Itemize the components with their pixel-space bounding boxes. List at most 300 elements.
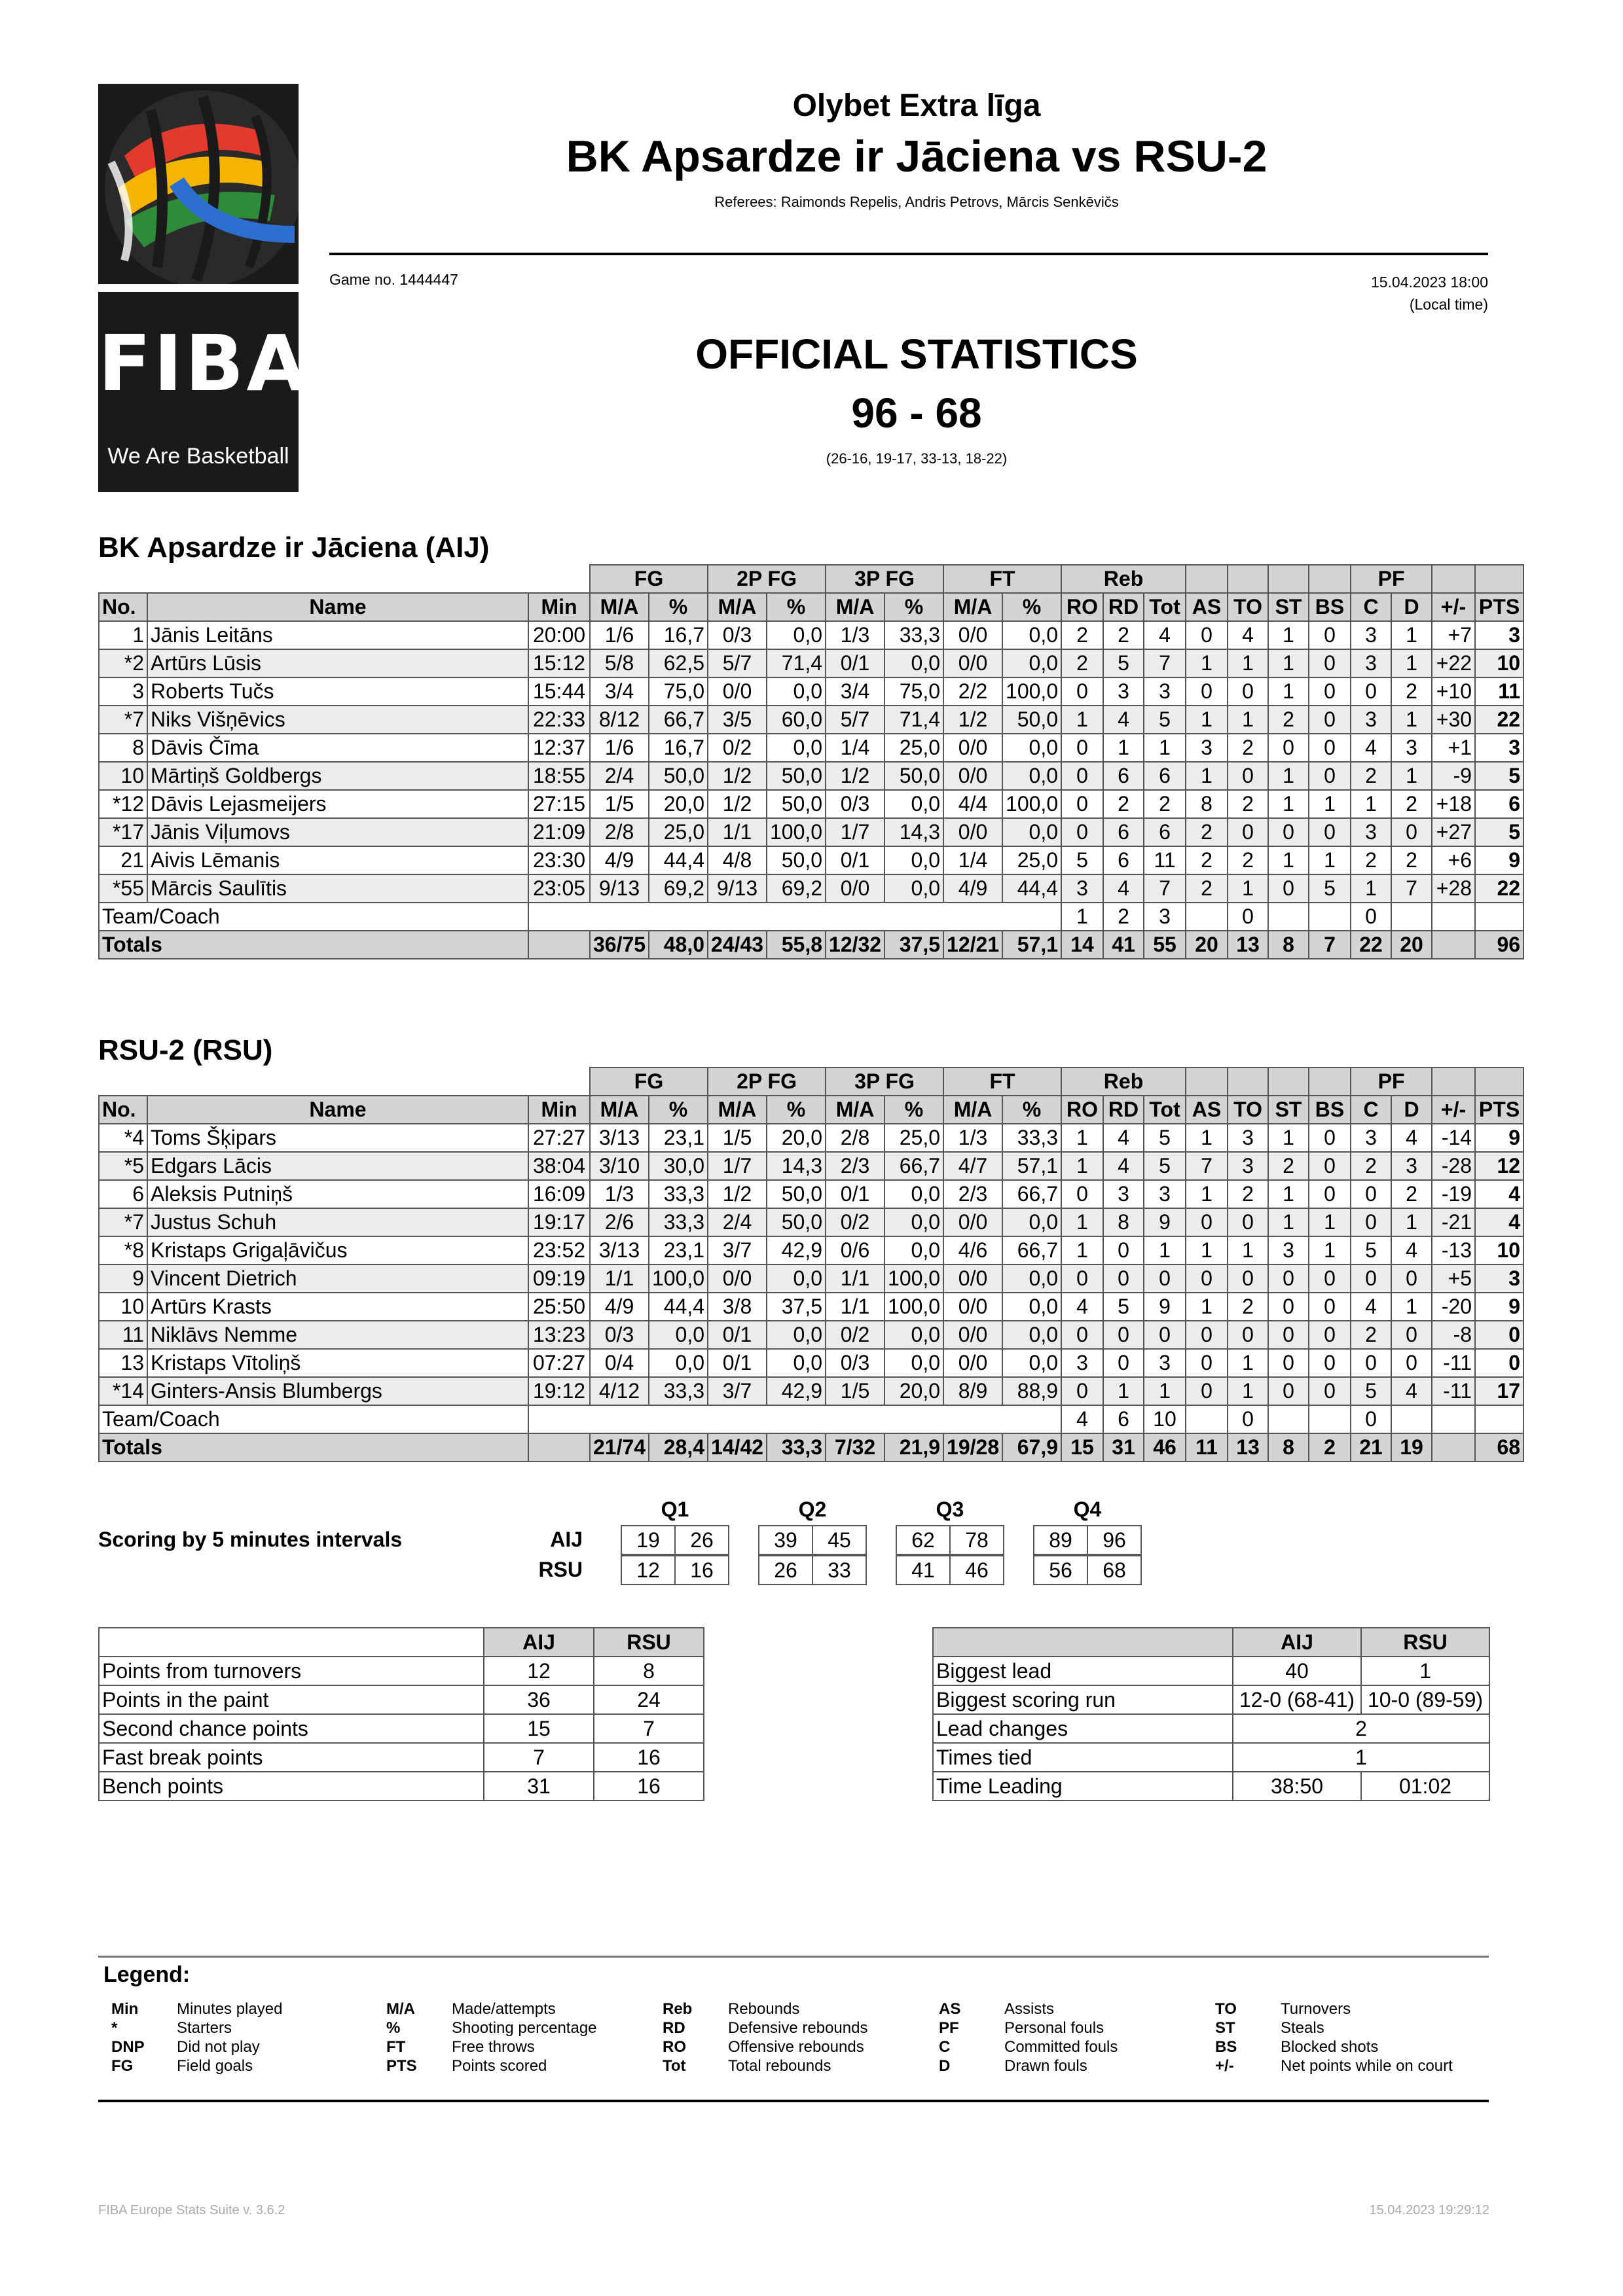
- legend-abbreviation: +/-: [1215, 2057, 1234, 2075]
- col-name: Niks Višņēvics: [147, 706, 528, 734]
- col-2p-ma: 14/42: [708, 1433, 767, 1462]
- stat-label: Biggest scoring run: [933, 1685, 1233, 1714]
- col-no: *12: [99, 790, 147, 818]
- col-2p-ma: 2/4: [708, 1208, 767, 1236]
- col-3p-pct: 75,0: [884, 677, 943, 706]
- header-cell: AIJ: [484, 1628, 594, 1657]
- col-ro: 4: [1061, 1405, 1103, 1433]
- col-name: Artūrs Krasts: [147, 1293, 528, 1321]
- col-ft-pct: 0,0: [1002, 734, 1061, 762]
- col-d: [1391, 903, 1432, 931]
- col-name: Mārtiņš Goldbergs: [147, 762, 528, 790]
- stat-value: 12: [484, 1657, 594, 1685]
- col-plusminus: +5: [1432, 1265, 1475, 1293]
- col-bs: 0: [1309, 1152, 1351, 1180]
- col-rd: 6: [1103, 818, 1144, 846]
- col-rd: 5: [1103, 1293, 1144, 1321]
- col-as: 1: [1186, 1124, 1228, 1152]
- blank-header: [1309, 565, 1351, 593]
- table-row: [99, 1685, 704, 1714]
- col-fg-pct: 48,0: [649, 931, 708, 959]
- col-as: 1: [1186, 706, 1228, 734]
- col-name: Team/Coach: [99, 1405, 528, 1433]
- col-plusminus: -11: [1432, 1349, 1475, 1377]
- col-as: 0: [1186, 621, 1228, 649]
- col-st: 0: [1268, 1293, 1309, 1321]
- col-ft-pct: 0,0: [1002, 818, 1061, 846]
- col-plusminus-header: +/-: [1432, 1096, 1475, 1124]
- col-rd: 0: [1103, 1236, 1144, 1265]
- stat-value: 16: [594, 1743, 704, 1772]
- quarter-header: Q4: [1073, 1498, 1102, 1521]
- fiba-word: FIBA: [98, 318, 309, 408]
- col-3p-ma: 0/6: [826, 1236, 884, 1265]
- col-ft-pct: 100,0: [1002, 677, 1061, 706]
- col-st: 1: [1268, 1180, 1309, 1208]
- col-no: 10: [99, 1293, 147, 1321]
- legend-abbreviation: PF: [939, 2019, 959, 2037]
- col-plusminus: -20: [1432, 1293, 1475, 1321]
- interval-score: 46: [949, 1556, 1003, 1584]
- game-title: BK Apsardze ir Jāciena vs RSU-2: [566, 132, 1267, 181]
- col-as-header: AS: [1186, 593, 1228, 621]
- scoring-team-code: AIJ: [550, 1528, 583, 1551]
- col-fg-ma-header: M/A: [590, 593, 649, 621]
- col-ft-ma: 0/0: [943, 621, 1002, 649]
- col-bs: 2: [1309, 1433, 1351, 1462]
- col-to: 2: [1228, 1293, 1268, 1321]
- col-pts: 4: [1475, 1180, 1523, 1208]
- col-to: 3: [1228, 1152, 1268, 1180]
- col-2p-ma: 5/7: [708, 649, 767, 677]
- col-2p-pct: 50,0: [767, 846, 826, 874]
- col-2p-ma: 3/5: [708, 706, 767, 734]
- stat-label: Points from turnovers: [99, 1657, 484, 1685]
- col-pts: 22: [1475, 706, 1523, 734]
- col-tot: 6: [1144, 762, 1186, 790]
- col-tot: 46: [1144, 1433, 1186, 1462]
- legend-abbreviation: FT: [386, 2038, 406, 2056]
- col-to: 13: [1228, 931, 1268, 959]
- col-c: 3: [1351, 621, 1391, 649]
- game-flow-table: [932, 1627, 1490, 1801]
- col-2p-ma: 0/3: [708, 621, 767, 649]
- quarter-header: Q1: [661, 1498, 689, 1521]
- col-min-header: Min: [528, 593, 590, 621]
- col-2p-pct: 69,2: [767, 874, 826, 903]
- col-fg-pct: 62,5: [649, 649, 708, 677]
- col-ft-ma: 8/9: [943, 1377, 1002, 1405]
- col-3p-pct-header: %: [884, 1096, 943, 1124]
- footer-print-time: 15.04.2023 19:29:12: [1369, 2203, 1489, 2217]
- col-pts: 10: [1475, 649, 1523, 677]
- col-ft-ma: 4/4: [943, 790, 1002, 818]
- col-3p-ma: 5/7: [826, 706, 884, 734]
- col-plusminus: +6: [1432, 846, 1475, 874]
- team-heading: RSU-2 (RSU): [98, 1034, 273, 1066]
- col-ft-ma: 19/28: [943, 1433, 1002, 1462]
- legend-description: Steals: [1281, 2019, 1324, 2037]
- col-min: 19:12: [528, 1377, 590, 1405]
- player-row: [99, 1236, 1523, 1265]
- legend-description: Total rebounds: [728, 2057, 831, 2075]
- col-d: 1: [1391, 621, 1432, 649]
- col-to: 0: [1228, 677, 1268, 706]
- col-as: 0: [1186, 1265, 1228, 1293]
- col-plusminus: -14: [1432, 1124, 1475, 1152]
- col-fg-pct: 20,0: [649, 790, 708, 818]
- col-bs: 0: [1309, 1321, 1351, 1349]
- stat-label: Biggest lead: [933, 1657, 1233, 1685]
- col-pts: 68: [1475, 1433, 1523, 1462]
- col-min: [528, 931, 590, 959]
- col-fg-ma: 4/9: [590, 1293, 649, 1321]
- col-tot: 6: [1144, 818, 1186, 846]
- col-name: Edgars Lācis: [147, 1152, 528, 1180]
- col-bs: 1: [1309, 846, 1351, 874]
- col-ft-ma: 4/9: [943, 874, 1002, 903]
- col-name: Niklāvs Nemme: [147, 1321, 528, 1349]
- col-fg-pct: 28,4: [649, 1433, 708, 1462]
- col-2p-pct-header: %: [767, 1096, 826, 1124]
- legend-description: Points scored: [452, 2057, 547, 2075]
- col-name: Justus Schuh: [147, 1208, 528, 1236]
- col-c: 2: [1351, 1321, 1391, 1349]
- col-pts-header: PTS: [1475, 1096, 1523, 1124]
- col-rd: 2: [1103, 621, 1144, 649]
- group-header: PF: [1351, 565, 1432, 593]
- col-c: 5: [1351, 1377, 1391, 1405]
- col-no: 1: [99, 621, 147, 649]
- col-bs-header: BS: [1309, 593, 1351, 621]
- col-name: Ginters-Ansis Blumbergs: [147, 1377, 528, 1405]
- col-ft-pct: 44,4: [1002, 874, 1061, 903]
- col-2p-pct: 42,9: [767, 1377, 826, 1405]
- col-c-header: C: [1351, 1096, 1391, 1124]
- stat-value: 31: [484, 1772, 594, 1801]
- col-2p-pct: 71,4: [767, 649, 826, 677]
- col-3p-pct: 0,0: [884, 1236, 943, 1265]
- col-ft-pct: 0,0: [1002, 1321, 1061, 1349]
- table-row: [933, 1714, 1489, 1743]
- col-st: 0: [1268, 874, 1309, 903]
- col-ro: 1: [1061, 903, 1103, 931]
- stat-label: Second chance points: [99, 1714, 484, 1743]
- col-3p-pct: 50,0: [884, 762, 943, 790]
- totals-label: Totals: [99, 931, 528, 959]
- col-min: 19:17: [528, 1208, 590, 1236]
- col-c: 2: [1351, 846, 1391, 874]
- col-ro: 0: [1061, 1180, 1103, 1208]
- col-fg-ma: 21/74: [590, 1433, 649, 1462]
- col-as: 0: [1186, 1321, 1228, 1349]
- blank-header: [99, 1067, 590, 1096]
- col-c: 0: [1351, 1405, 1391, 1433]
- col-min: [528, 1433, 590, 1462]
- stat-value: 40: [1233, 1657, 1361, 1685]
- col-rd: 1: [1103, 734, 1144, 762]
- col-2p-pct: 50,0: [767, 790, 826, 818]
- col-3p-ma: 1/1: [826, 1293, 884, 1321]
- col-tot: 5: [1144, 1124, 1186, 1152]
- blank-header: [1475, 1067, 1523, 1096]
- col-ro: 0: [1061, 1265, 1103, 1293]
- col-2p-ma: 0/0: [708, 1265, 767, 1293]
- col-ft-ma: 1/3: [943, 1124, 1002, 1152]
- col-bs: 7: [1309, 931, 1351, 959]
- col-name: Vincent Dietrich: [147, 1265, 528, 1293]
- col-d: 1: [1391, 706, 1432, 734]
- col-3p-pct: 37,5: [884, 931, 943, 959]
- col-min: 15:44: [528, 677, 590, 706]
- col-3p-pct: 0,0: [884, 1349, 943, 1377]
- col-bs: 0: [1309, 621, 1351, 649]
- col-pts: 0: [1475, 1349, 1523, 1377]
- stat-value: 01:02: [1361, 1772, 1489, 1801]
- col-plusminus: [1432, 1405, 1475, 1433]
- blank-header: [1475, 565, 1523, 593]
- col-as: 1: [1186, 1180, 1228, 1208]
- legend-description: Assists: [1004, 2000, 1055, 2018]
- legend-description: Defensive rebounds: [728, 2019, 868, 2037]
- col-rd: 2: [1103, 790, 1144, 818]
- col-fg-pct: 44,4: [649, 1293, 708, 1321]
- col-3p-ma: 0/1: [826, 846, 884, 874]
- col-bs-header: BS: [1309, 1096, 1351, 1124]
- col-fg-pct: 100,0: [649, 1265, 708, 1293]
- col-pts: 12: [1475, 1152, 1523, 1180]
- col-ft-ma: 0/0: [943, 818, 1002, 846]
- col-st: 3: [1268, 1236, 1309, 1265]
- col-c: 1: [1351, 874, 1391, 903]
- col-bs: [1309, 1405, 1351, 1433]
- col-to: 1: [1228, 874, 1268, 903]
- blank-header: [1432, 1067, 1475, 1096]
- legend-description: Offensive rebounds: [728, 2038, 864, 2056]
- col-pts: 3: [1475, 1265, 1523, 1293]
- stat-value: 8: [594, 1657, 704, 1685]
- col-2p-pct: 14,3: [767, 1152, 826, 1180]
- interval-box: [758, 1555, 867, 1585]
- table-row: [933, 1657, 1489, 1685]
- col-as: 20: [1186, 931, 1228, 959]
- col-pts: 4: [1475, 1208, 1523, 1236]
- referees: Referees: Raimonds Repelis, Andris Petrovs, Mārcis Senkēvičs: [714, 194, 1119, 210]
- col-2p-pct: 50,0: [767, 1208, 826, 1236]
- group-header: 2P FG: [708, 565, 826, 593]
- group-header: PF: [1351, 1067, 1432, 1096]
- col-min: 23:52: [528, 1236, 590, 1265]
- col-min: 38:04: [528, 1152, 590, 1180]
- interval-score: 26: [774, 1558, 797, 1582]
- col-st: 0: [1268, 1265, 1309, 1293]
- col-ro: 2: [1061, 649, 1103, 677]
- col-ro: 4: [1061, 1293, 1103, 1321]
- stat-value: 15: [484, 1714, 594, 1743]
- col-fg-ma: 1/3: [590, 1180, 649, 1208]
- header-cell: AIJ: [1233, 1628, 1361, 1657]
- col-fg-pct: 0,0: [649, 1321, 708, 1349]
- col-2p-pct: 20,0: [767, 1124, 826, 1152]
- col-fg-ma: 8/12: [590, 706, 649, 734]
- col-min: 16:09: [528, 1180, 590, 1208]
- col-fg-ma-header: M/A: [590, 1096, 649, 1124]
- col-name: Dāvis Lejasmeijers: [147, 790, 528, 818]
- col-plusminus: -8: [1432, 1321, 1475, 1349]
- col-c: 0: [1351, 1349, 1391, 1377]
- col-min-header: Min: [528, 1096, 590, 1124]
- col-2p-pct: 42,9: [767, 1236, 826, 1265]
- col-3p-ma: 0/1: [826, 649, 884, 677]
- col-ft-ma: 2/2: [943, 677, 1002, 706]
- col-c: 0: [1351, 677, 1391, 706]
- col-no-header: No.: [99, 1096, 147, 1124]
- legend-description: Minutes played: [177, 2000, 283, 2018]
- col-3p-ma: 7/32: [826, 1433, 884, 1462]
- col-fg-pct: 23,1: [649, 1124, 708, 1152]
- fiba-ball-logo: [98, 84, 299, 284]
- interval-score: 45: [812, 1526, 866, 1554]
- col-no: *4: [99, 1124, 147, 1152]
- interval-score: 33: [812, 1556, 866, 1584]
- col-as: 2: [1186, 818, 1228, 846]
- legend-abbreviation: RD: [663, 2019, 685, 2037]
- col-ro: 1: [1061, 706, 1103, 734]
- col-tot: 5: [1144, 1152, 1186, 1180]
- col-pts: [1475, 1405, 1523, 1433]
- col-rd: 4: [1103, 706, 1144, 734]
- col-3p-ma: 0/0: [826, 874, 884, 903]
- interval-box: [1033, 1525, 1142, 1555]
- col-3p-ma-header: M/A: [826, 593, 884, 621]
- col-bs: 0: [1309, 1265, 1351, 1293]
- legend-abbreviation: C: [939, 2038, 951, 2056]
- table-row: [933, 1685, 1489, 1714]
- col-ft-pct: 67,9: [1002, 1433, 1061, 1462]
- col-st: 0: [1268, 1377, 1309, 1405]
- col-no: *5: [99, 1152, 147, 1180]
- player-row: [99, 621, 1523, 649]
- col-ft-ma: 0/0: [943, 762, 1002, 790]
- player-row: [99, 1321, 1523, 1349]
- col-st: 1: [1268, 1208, 1309, 1236]
- col-c: 0: [1351, 1265, 1391, 1293]
- col-tot: 9: [1144, 1293, 1186, 1321]
- col-min: 18:55: [528, 762, 590, 790]
- header-divider: [329, 253, 1488, 255]
- col-ft-pct: 100,0: [1002, 790, 1061, 818]
- team-coach-row: [99, 903, 1523, 931]
- col-ro: 0: [1061, 1377, 1103, 1405]
- header-cell: RSU: [1361, 1628, 1489, 1657]
- col-plusminus: -28: [1432, 1152, 1475, 1180]
- col-st: 8: [1268, 931, 1309, 959]
- col-2p-pct: 0,0: [767, 677, 826, 706]
- col-pts: 5: [1475, 762, 1523, 790]
- col-to: 0: [1228, 1265, 1268, 1293]
- col-min: 12:37: [528, 734, 590, 762]
- col-ft-ma: 0/0: [943, 1293, 1002, 1321]
- col-d: 20: [1391, 931, 1432, 959]
- col-rd-header: RD: [1103, 593, 1144, 621]
- team-coach-row: [99, 1405, 1523, 1433]
- col-as: 1: [1186, 649, 1228, 677]
- col-3p-pct: 21,9: [884, 1433, 943, 1462]
- player-row: [99, 706, 1523, 734]
- col-to: 0: [1228, 1208, 1268, 1236]
- col-c: 3: [1351, 649, 1391, 677]
- legend-abbreviation: %: [386, 2019, 401, 2037]
- col-ft-pct: 57,1: [1002, 931, 1061, 959]
- col-min: 25:50: [528, 1293, 590, 1321]
- blank-cell: [528, 903, 1061, 931]
- col-st: 0: [1268, 1321, 1309, 1349]
- col-as: 8: [1186, 790, 1228, 818]
- col-plusminus: +28: [1432, 874, 1475, 903]
- col-pts: 10: [1475, 1236, 1523, 1265]
- col-bs: 0: [1309, 1293, 1351, 1321]
- col-d: 3: [1391, 1152, 1432, 1180]
- col-rd: 31: [1103, 1433, 1144, 1462]
- local-time-note: (Local time): [1409, 296, 1488, 313]
- col-c: 0: [1351, 903, 1391, 931]
- col-ft-ma: 0/0: [943, 649, 1002, 677]
- col-bs: 0: [1309, 1377, 1351, 1405]
- col-to: 1: [1228, 1236, 1268, 1265]
- col-d: [1391, 1405, 1432, 1433]
- stat-label: Bench points: [99, 1772, 484, 1801]
- points-breakdown-table: [98, 1627, 704, 1801]
- col-d: 1: [1391, 1208, 1432, 1236]
- col-3p-ma: 12/32: [826, 931, 884, 959]
- group-header: Reb: [1061, 565, 1186, 593]
- col-ro-header: RO: [1061, 1096, 1103, 1124]
- col-rd: 8: [1103, 1208, 1144, 1236]
- col-pts: 9: [1475, 1293, 1523, 1321]
- table-row: [99, 1772, 704, 1801]
- col-d: 2: [1391, 790, 1432, 818]
- quarter-scores: (26-16, 19-17, 33-13, 18-22): [826, 450, 1008, 467]
- col-as: 0: [1186, 1208, 1228, 1236]
- col-tot: 1: [1144, 1377, 1186, 1405]
- totals-row: [99, 931, 1523, 959]
- col-to: 0: [1228, 1321, 1268, 1349]
- interval-box: [758, 1525, 867, 1555]
- col-tot: 7: [1144, 874, 1186, 903]
- col-st-header: ST: [1268, 593, 1309, 621]
- col-fg-pct: 33,3: [649, 1377, 708, 1405]
- col-to: 13: [1228, 1433, 1268, 1462]
- col-plusminus: -13: [1432, 1236, 1475, 1265]
- blank-header: [1268, 565, 1309, 593]
- col-c: 0: [1351, 1208, 1391, 1236]
- col-c: 3: [1351, 706, 1391, 734]
- col-2p-pct: 0,0: [767, 1265, 826, 1293]
- group-header: FT: [943, 1067, 1061, 1096]
- stat-value: 1: [1361, 1657, 1489, 1685]
- col-tot: 1: [1144, 1236, 1186, 1265]
- quarter-header: Q3: [936, 1498, 964, 1521]
- col-ro: 14: [1061, 931, 1103, 959]
- col-bs: 0: [1309, 818, 1351, 846]
- player-row: [99, 1377, 1523, 1405]
- col-no: 9: [99, 1265, 147, 1293]
- interval-score: 26: [674, 1526, 728, 1554]
- player-row: [99, 734, 1523, 762]
- col-2p-ma-header: M/A: [708, 1096, 767, 1124]
- col-fg-pct: 50,0: [649, 762, 708, 790]
- col-2p-pct: 55,8: [767, 931, 826, 959]
